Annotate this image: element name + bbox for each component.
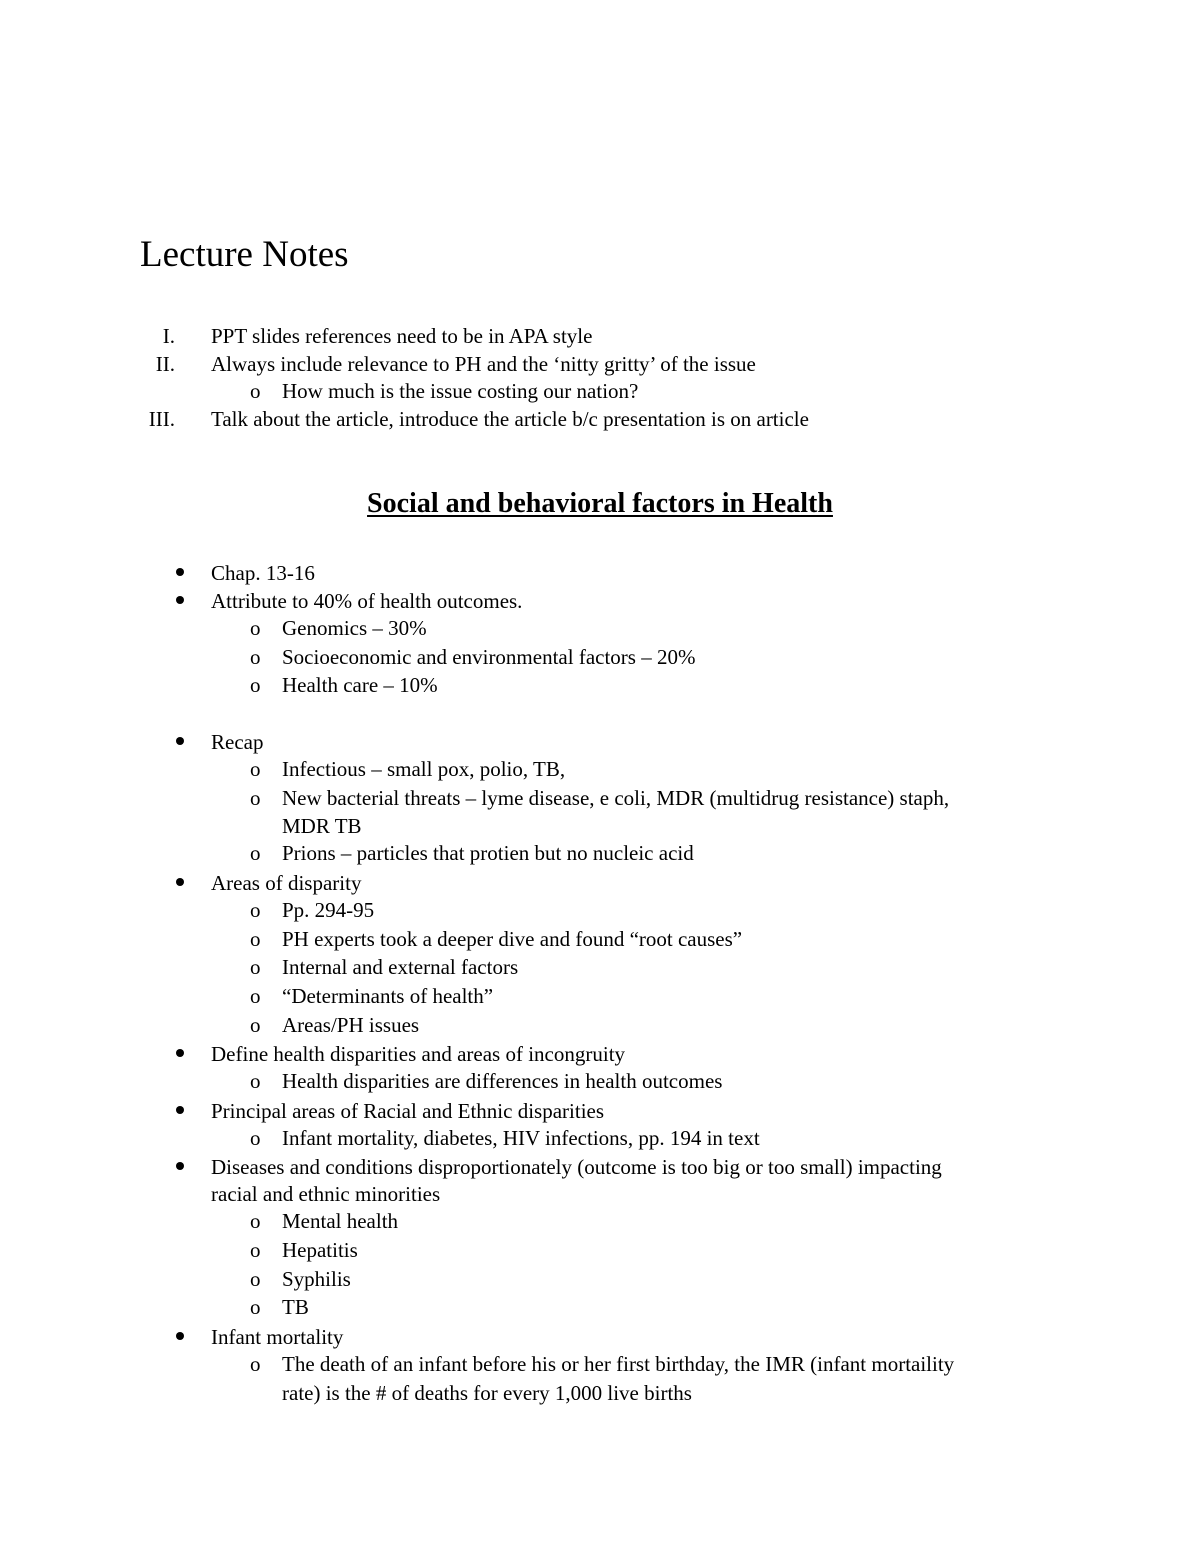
outline-marker: II.: [155, 352, 175, 376]
sub-item: Prions – particles that protien but no nucleic acid: [282, 841, 694, 865]
bullet-dot: [176, 1106, 184, 1114]
sub-item-marker: o: [250, 1267, 261, 1291]
sub-item-marker: o: [250, 616, 261, 640]
list-item: Recap: [211, 730, 264, 754]
bullet-dot: [176, 568, 184, 576]
outline-item: Talk about the article, introduce the article b/c presentation is on article: [211, 407, 809, 431]
sub-item: Areas/PH issues: [282, 1013, 420, 1037]
sub-item: Health disparities are differences in health outcomes: [282, 1069, 723, 1093]
section-heading: Social and behavioral factors in Health: [367, 488, 833, 519]
sub-item-marker: o: [250, 927, 261, 951]
sub-item-marker: o: [250, 984, 261, 1008]
sub-item: TB: [282, 1295, 309, 1319]
sub-item: Socioeconomic and environmental factors – 20%: [282, 645, 696, 669]
sub-item: New bacterial threats – lyme disease, e coli, MDR (multidrug resistance) staph,: [282, 786, 950, 810]
bullet-dot: [176, 1162, 184, 1170]
sub-item-marker: o: [250, 955, 261, 979]
outline-sub-item: How much is the issue costing our nation?: [282, 379, 639, 403]
sub-item-marker: o: [250, 841, 261, 865]
list-item: Principal areas of Racial and Ethnic disparities: [211, 1099, 605, 1123]
sub-item-continuation: MDR TB: [282, 814, 362, 838]
list-item: Attribute to 40% of health outcomes.: [211, 589, 523, 613]
sub-item-marker: o: [250, 1238, 261, 1262]
outline-marker: I.: [162, 324, 175, 348]
list-item: Diseases and conditions disproportionately (outcome is too big or too small) impacting: [211, 1155, 942, 1179]
bullet-dot: [176, 1332, 184, 1340]
outline-marker: III.: [148, 407, 175, 431]
bullet-dot: [176, 878, 184, 886]
sub-item: Infant mortality, diabetes, HIV infections, pp. 194 in text: [282, 1126, 760, 1150]
sub-item: Internal and external factors: [282, 955, 519, 979]
sub-item-marker: o: [250, 1352, 261, 1376]
sub-item-marker: o: [250, 898, 261, 922]
list-item-continuation: racial and ethnic minorities: [211, 1182, 441, 1206]
sub-item-marker: o: [250, 673, 261, 697]
bullet-dot: [176, 596, 184, 604]
sub-item-marker: o: [250, 1209, 261, 1233]
sub-item-marker: o: [250, 1069, 261, 1093]
sub-item-marker: o: [250, 645, 261, 669]
sub-item: The death of an infant before his or her first birthday, the IMR (infant mortaility: [282, 1352, 955, 1376]
outline-sub-marker: o: [250, 379, 261, 403]
outline-item: PPT slides references need to be in APA style: [211, 324, 593, 348]
page-title: Lecture Notes: [140, 234, 349, 275]
list-item: Chap. 13-16: [211, 561, 315, 585]
sub-item-marker: o: [250, 1295, 261, 1319]
bullet-dot: [176, 1049, 184, 1057]
list-item: Infant mortality: [211, 1325, 344, 1349]
sub-item: “Determinants of health”: [282, 984, 494, 1008]
sub-item: Genomics – 30%: [282, 616, 427, 640]
sub-item: Syphilis: [282, 1267, 351, 1291]
sub-item: Infectious – small pox, polio, TB,: [282, 757, 566, 781]
sub-item: Hepatitis: [282, 1238, 358, 1262]
sub-item-continuation: rate) is the # of deaths for every 1,000 live births: [282, 1381, 692, 1405]
bullet-dot: [176, 737, 184, 745]
list-item: Areas of disparity: [211, 871, 362, 895]
sub-item-marker: o: [250, 1126, 261, 1150]
sub-item: PH experts took a deeper dive and found “root causes”: [282, 927, 743, 951]
sub-item: Pp. 294-95: [282, 898, 375, 922]
sub-item-marker: o: [250, 757, 261, 781]
sub-item: Mental health: [282, 1209, 399, 1233]
list-item: Define health disparities and areas of incongruity: [211, 1042, 626, 1066]
sub-item-marker: o: [250, 786, 261, 810]
sub-item-marker: o: [250, 1013, 261, 1037]
sub-item: Health care – 10%: [282, 673, 438, 697]
outline-item: Always include relevance to PH and the ‘nitty gritty’ of the issue: [211, 352, 756, 376]
